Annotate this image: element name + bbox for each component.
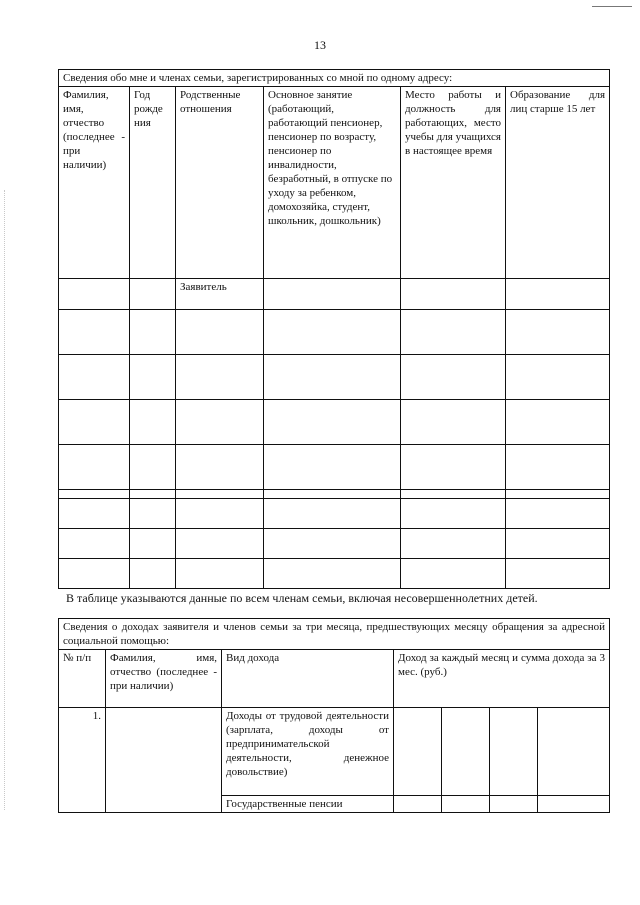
empty-cell[interactable] xyxy=(506,559,610,589)
empty-cell[interactable] xyxy=(506,445,610,490)
empty-cell[interactable] xyxy=(394,796,442,813)
header-row-number: № п/п xyxy=(59,650,106,708)
header-relationship: Родственные отношения xyxy=(176,87,264,279)
empty-cell[interactable] xyxy=(264,355,401,400)
empty-cell[interactable] xyxy=(176,559,264,589)
empty-cell[interactable] xyxy=(264,310,401,355)
empty-cell[interactable] xyxy=(176,445,264,490)
top-right-rule xyxy=(592,6,632,7)
empty-cell[interactable] xyxy=(401,490,506,499)
empty-cell[interactable] xyxy=(264,490,401,499)
family-table-caption: Сведения обо мне и членах семьи, зарегистрированных со мной по одному адресу: xyxy=(59,70,610,87)
empty-cell[interactable] xyxy=(106,708,222,813)
cell-education-applicant[interactable] xyxy=(506,279,610,310)
empty-cell[interactable] xyxy=(442,708,490,796)
empty-cell[interactable] xyxy=(130,559,176,589)
empty-cell[interactable] xyxy=(130,490,176,499)
empty-cell[interactable] xyxy=(506,400,610,445)
table-row xyxy=(59,490,610,499)
empty-cell[interactable] xyxy=(264,529,401,559)
empty-cell[interactable] xyxy=(394,708,442,796)
table-row xyxy=(59,279,610,310)
income-table-caption: Сведения о доходах заявителя и членов семьи за три месяца, предшествующих месяцу обращения за адресной социальной помощью: xyxy=(59,619,610,650)
cell-year-applicant[interactable] xyxy=(130,279,176,310)
empty-cell[interactable] xyxy=(130,529,176,559)
empty-cell[interactable] xyxy=(538,796,610,813)
empty-cell[interactable] xyxy=(130,400,176,445)
empty-cell[interactable] xyxy=(176,499,264,529)
empty-cell[interactable] xyxy=(59,355,130,400)
empty-cell[interactable] xyxy=(490,708,538,796)
empty-cell[interactable] xyxy=(506,529,610,559)
family-table-header-row xyxy=(59,87,610,279)
empty-cell[interactable] xyxy=(176,490,264,499)
header-income-full-name: Фамилия, имя, отчество (последнее - при наличии) xyxy=(106,650,222,708)
empty-cell[interactable] xyxy=(176,529,264,559)
empty-cell[interactable] xyxy=(176,310,264,355)
empty-cell[interactable] xyxy=(506,355,610,400)
header-work-place: Место работы и должность для работающих, место учебы для учащихся в настоящее время xyxy=(401,87,506,279)
empty-cell[interactable] xyxy=(490,796,538,813)
income-table-caption-row xyxy=(59,619,610,650)
empty-cell[interactable] xyxy=(59,559,130,589)
empty-cell[interactable] xyxy=(506,499,610,529)
empty-cell[interactable] xyxy=(176,400,264,445)
empty-cell[interactable] xyxy=(130,355,176,400)
header-monthly-income: Доход за каждый месяц и сумма дохода за 3 мес. (руб.) xyxy=(394,650,610,708)
empty-cell[interactable] xyxy=(401,445,506,490)
header-full-name: Фамилия, имя, отчество (последнее - при наличии) xyxy=(59,87,130,279)
applicant-label: Заявитель xyxy=(176,279,264,310)
empty-cell[interactable] xyxy=(59,400,130,445)
table-row xyxy=(59,529,610,559)
empty-cell[interactable] xyxy=(538,708,610,796)
income-table xyxy=(58,618,610,813)
cell-name-applicant[interactable] xyxy=(59,279,130,310)
income-type-pensions: Государственные пенсии xyxy=(222,796,394,813)
margin-dotted-line xyxy=(4,190,7,810)
empty-cell[interactable] xyxy=(401,355,506,400)
cell-occupation-applicant[interactable] xyxy=(264,279,401,310)
page-number: 13 xyxy=(314,38,326,52)
table-row xyxy=(59,559,610,589)
empty-cell[interactable] xyxy=(130,310,176,355)
empty-cell[interactable] xyxy=(130,499,176,529)
family-table-caption-row xyxy=(59,70,610,87)
cell-work-applicant[interactable] xyxy=(401,279,506,310)
table-row xyxy=(59,499,610,529)
empty-cell[interactable] xyxy=(401,499,506,529)
empty-cell[interactable] xyxy=(442,796,490,813)
empty-cell[interactable] xyxy=(264,400,401,445)
empty-cell[interactable] xyxy=(264,445,401,490)
header-income-type: Вид дохода xyxy=(222,650,394,708)
empty-cell[interactable] xyxy=(59,490,130,499)
empty-cell[interactable] xyxy=(264,499,401,529)
empty-cell[interactable] xyxy=(401,559,506,589)
family-members-table xyxy=(58,69,610,589)
empty-cell[interactable] xyxy=(176,355,264,400)
empty-cell[interactable] xyxy=(264,559,401,589)
empty-cell[interactable] xyxy=(59,310,130,355)
table-row xyxy=(59,400,610,445)
empty-cell[interactable] xyxy=(59,445,130,490)
table-row xyxy=(59,445,610,490)
empty-cell[interactable] xyxy=(401,400,506,445)
empty-cell[interactable] xyxy=(59,529,130,559)
income-row-number: 1. xyxy=(59,708,106,813)
empty-cell[interactable] xyxy=(506,310,610,355)
empty-cell[interactable] xyxy=(506,490,610,499)
family-table-note: В таблице указываются данные по всем членам семьи, включая несовершеннолетних детей. xyxy=(66,591,538,605)
header-main-occupation: Основное занятие (работающий, работающий пенсионер, пенсионер по возрасту, пенсионер по инвалидности, безработный, в отпуске по уходу за ребенком, домохозяйка, студент, школьник, дошкольник) xyxy=(264,87,401,279)
empty-cell[interactable] xyxy=(401,310,506,355)
header-birth-year: Год рожде ния xyxy=(130,87,176,279)
table-row xyxy=(59,355,610,400)
empty-cell[interactable] xyxy=(130,445,176,490)
income-table-header-row xyxy=(59,650,610,708)
header-education: Образование для лиц старше 15 лет xyxy=(506,87,610,279)
table-row xyxy=(59,310,610,355)
empty-cell[interactable] xyxy=(401,529,506,559)
empty-cell[interactable] xyxy=(59,499,130,529)
income-type-labor: Доходы от трудовой деятельности (зарплата, доходы от предпринимательской деятельности, денежное довольствие) xyxy=(222,708,394,796)
table-row xyxy=(59,708,610,796)
